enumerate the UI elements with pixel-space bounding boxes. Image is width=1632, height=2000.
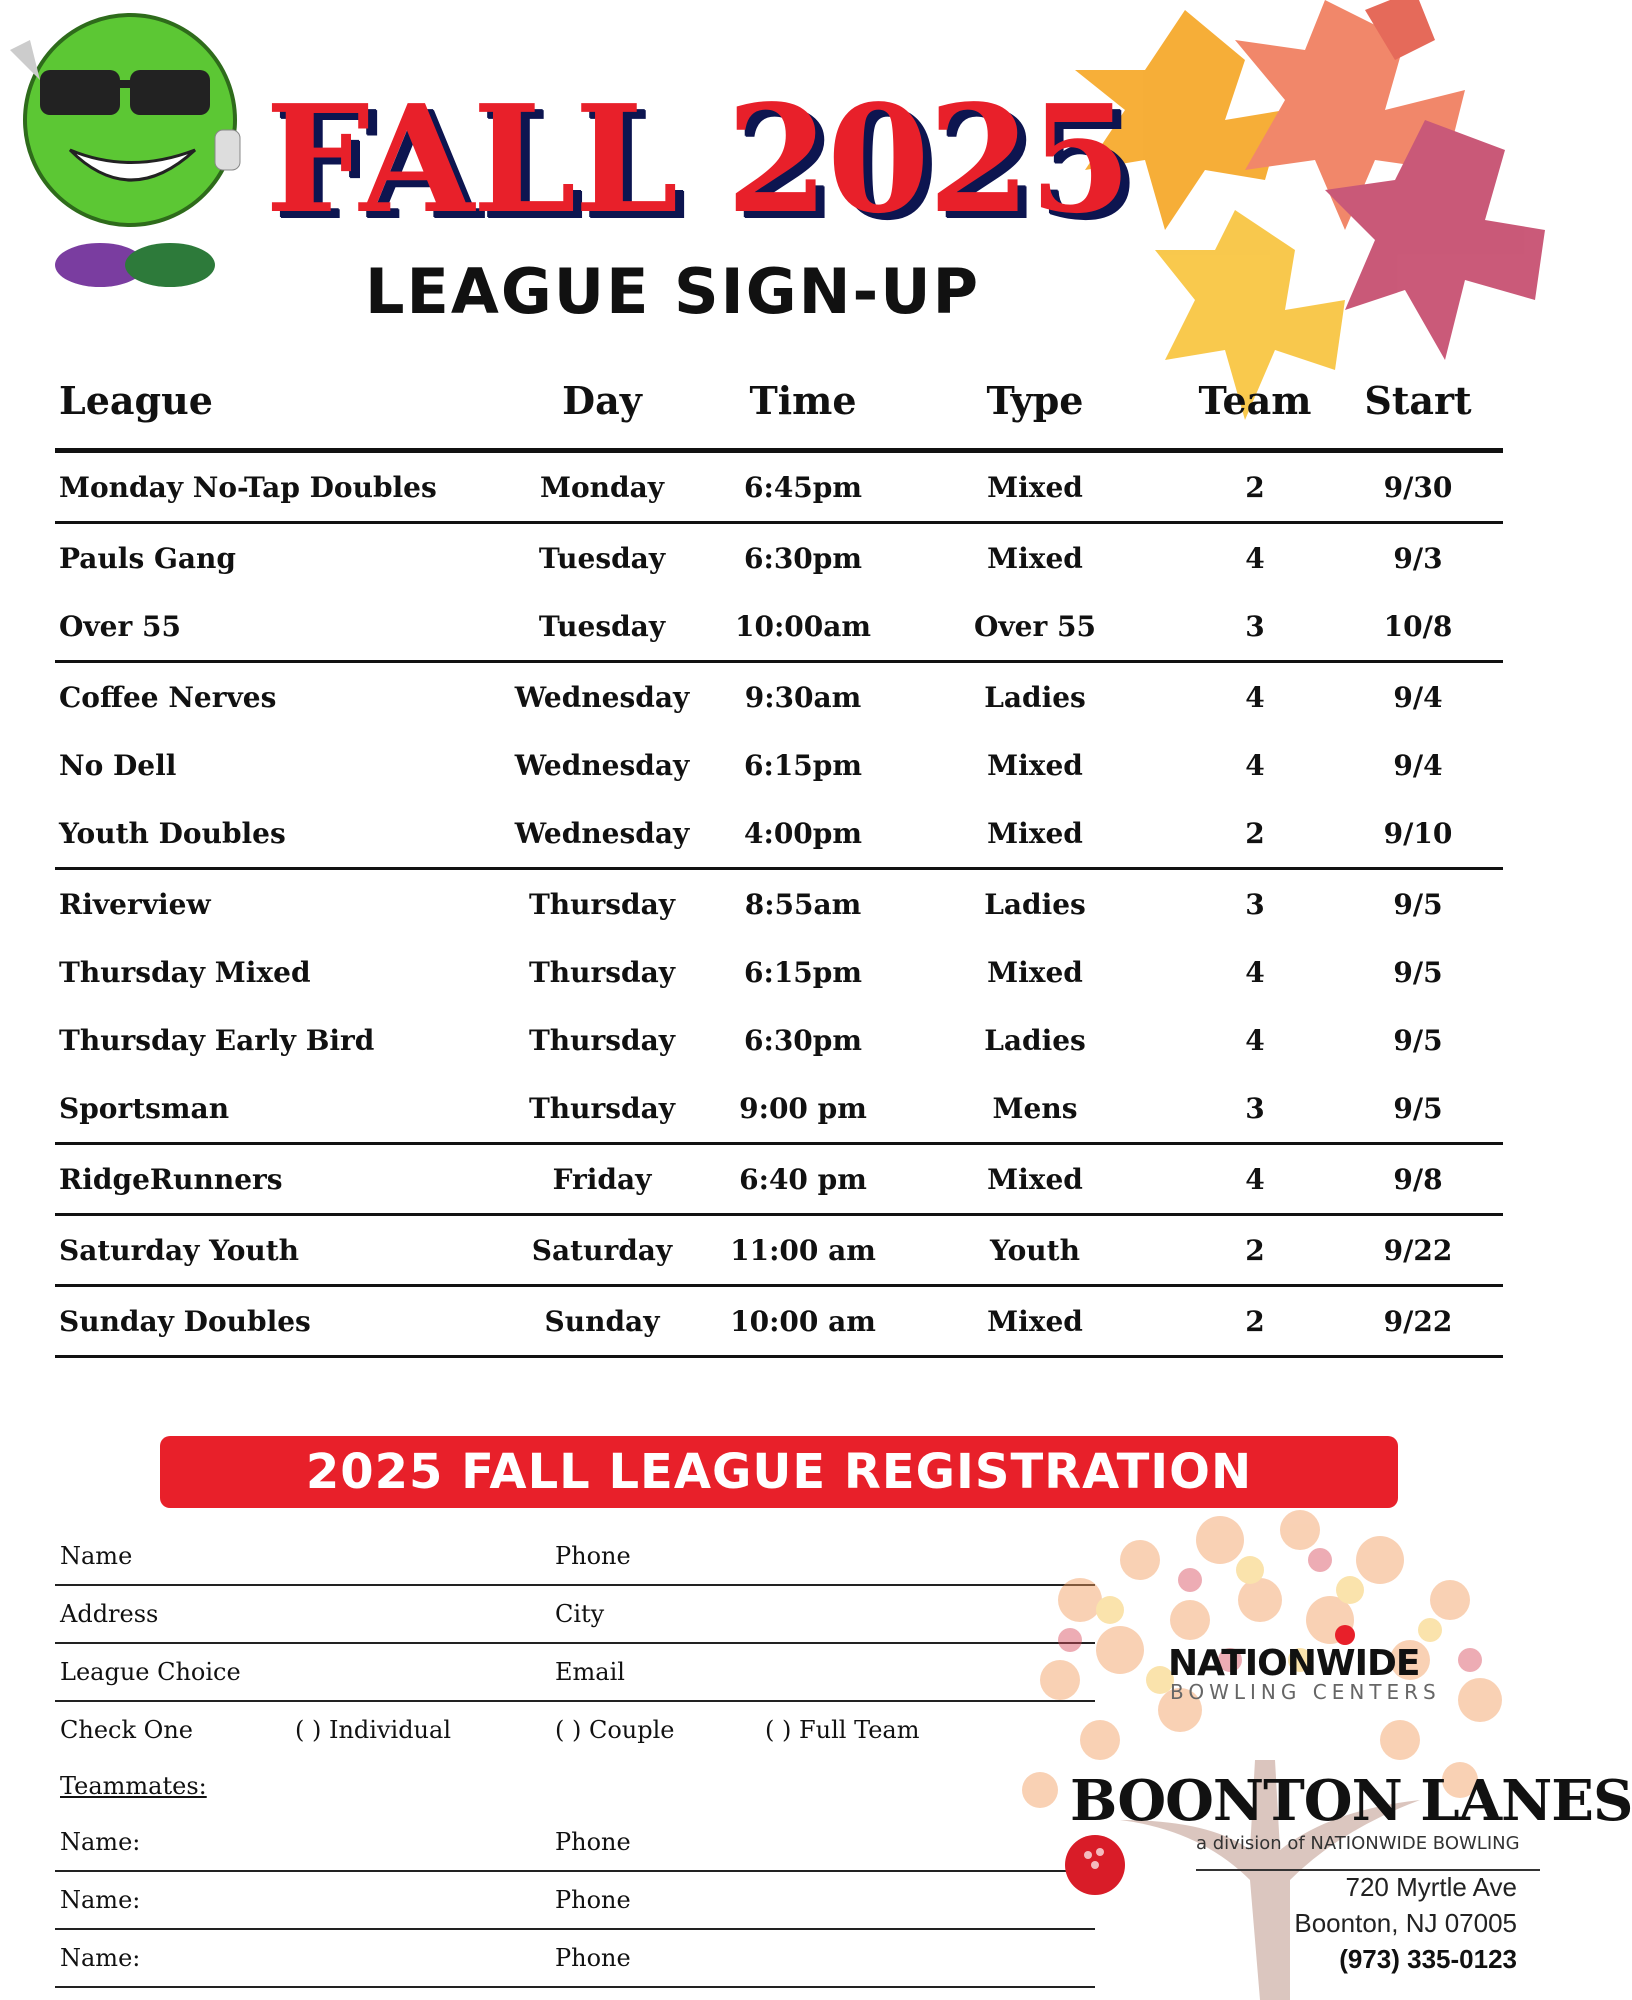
cell-day-text: Friday xyxy=(552,1163,652,1196)
table-row xyxy=(55,524,1503,592)
cell-day-text: Tuesday xyxy=(538,610,666,643)
cell-type-text: Ladies xyxy=(984,1024,1086,1057)
cell-day-text: Saturday xyxy=(531,1234,673,1267)
cell-day-text: Wednesday xyxy=(514,749,690,782)
boonton-lanes-logo: BOONTON LANES xyxy=(1070,1768,1632,1834)
cell-start-text: 9/22 xyxy=(1383,1234,1453,1267)
cell-day-text: Monday xyxy=(539,471,665,504)
table-row xyxy=(55,799,1503,870)
column-header-day: Day xyxy=(562,378,642,423)
cell-time-text: 11:00 am xyxy=(730,1234,876,1267)
cell-time-text: 6:15pm xyxy=(744,956,862,989)
cell-time-text: 6:45pm xyxy=(744,471,862,504)
cell-type-text: Mixed xyxy=(987,471,1083,504)
cell-team-text: 3 xyxy=(1245,888,1265,921)
teammate-row xyxy=(55,1872,1095,1930)
cell-time-text: 10:00 am xyxy=(730,1305,876,1338)
table-row xyxy=(55,1006,1503,1074)
check-one-label: Check One xyxy=(60,1716,193,1744)
column-header-type: Type xyxy=(986,378,1084,423)
table-header xyxy=(55,370,1503,453)
table-row xyxy=(55,1216,1503,1287)
cell-team-text: 4 xyxy=(1245,749,1265,782)
address-line-2: Boonton, NJ 07005 xyxy=(1294,1908,1517,1938)
table-row xyxy=(55,938,1503,1006)
column-header-time: Time xyxy=(749,378,857,423)
column-header-start: Start xyxy=(1364,378,1472,423)
cell-league: No Dell xyxy=(59,749,177,782)
cell-league: Sportsman xyxy=(59,1092,230,1125)
table-row xyxy=(55,731,1503,799)
cell-team-text: 2 xyxy=(1245,471,1265,504)
cell-time-text: 6:30pm xyxy=(744,1024,862,1057)
column-header-league: League xyxy=(59,378,213,423)
cell-time-text: 4:00pm xyxy=(744,817,862,850)
bowling-ball-icon xyxy=(1335,1625,1355,1645)
cell-type-text: Ladies xyxy=(984,681,1086,714)
cell-start-text: 9/8 xyxy=(1393,1163,1443,1196)
cell-type-text: Over 55 xyxy=(974,610,1096,643)
table-row xyxy=(55,592,1503,663)
cell-day-text: Sunday xyxy=(544,1305,660,1338)
cell-day-text: Thursday xyxy=(528,888,676,921)
cell-start-text: 9/4 xyxy=(1393,749,1443,782)
cell-day-text: Thursday xyxy=(528,956,676,989)
table-row xyxy=(55,1145,1503,1216)
address-field-label: Address xyxy=(60,1600,159,1628)
cell-league: Sunday Doubles xyxy=(59,1305,311,1338)
page-subtitle: LEAGUE SIGN-UP xyxy=(365,255,981,328)
boonton-lanes-subtitle: a division of NATIONWIDE BOWLING xyxy=(1196,1833,1520,1854)
teammate-row xyxy=(55,1930,1095,1988)
cell-time-text: 10:00am xyxy=(734,610,872,643)
cell-team-text: 4 xyxy=(1245,1163,1265,1196)
cell-type-text: Mens xyxy=(992,1092,1078,1125)
nationwide-logo-subtitle: BOWLING CENTERS xyxy=(1170,1680,1441,1704)
form-row-teammates xyxy=(55,1758,1095,1814)
full-team-checkbox[interactable]: ( ) Full Team xyxy=(765,1716,920,1744)
cell-league: RidgeRunners xyxy=(59,1163,283,1196)
table-row xyxy=(55,870,1503,938)
table-row xyxy=(55,453,1503,524)
form-row-name xyxy=(55,1528,1095,1586)
cell-day-text: Tuesday xyxy=(538,542,666,575)
cell-league: Pauls Gang xyxy=(59,542,236,575)
cell-league: Saturday Youth xyxy=(59,1234,300,1267)
cell-type-text: Mixed xyxy=(987,542,1083,575)
cell-team-text: 4 xyxy=(1245,681,1265,714)
cell-start-text: 9/5 xyxy=(1393,956,1443,989)
registration-banner: 2025 FALL LEAGUE REGISTRATION xyxy=(160,1436,1398,1508)
cell-start-text: 9/5 xyxy=(1393,1092,1443,1125)
bowling-ball-mascot xyxy=(0,0,260,310)
cell-league: Coffee Nerves xyxy=(59,681,277,714)
cell-start-text: 9/10 xyxy=(1383,817,1453,850)
cell-day-text: Thursday xyxy=(528,1092,676,1125)
cell-start-text: 9/4 xyxy=(1393,681,1443,714)
cell-time-text: 9:00 pm xyxy=(739,1092,867,1125)
cell-start-text: 10/8 xyxy=(1383,610,1453,643)
teammate-name-label: Name: xyxy=(60,1828,141,1856)
cell-time-text: 6:40 pm xyxy=(739,1163,867,1196)
cell-time-text: 6:30pm xyxy=(744,542,862,575)
phone-field-label: Phone xyxy=(555,1542,631,1570)
teammate-phone-label: Phone xyxy=(555,1886,631,1914)
cell-time-text: 6:15pm xyxy=(744,749,862,782)
cell-league: Monday No-Tap Doubles xyxy=(59,471,437,504)
cell-type-text: Mixed xyxy=(987,749,1083,782)
cell-start-text: 9/5 xyxy=(1393,888,1443,921)
teammate-row xyxy=(55,1814,1095,1872)
form-row-check xyxy=(55,1702,1095,1758)
teammates-label: Teammates: xyxy=(60,1772,207,1800)
league-choice-field-label: League Choice xyxy=(60,1658,241,1686)
cell-day-text: Wednesday xyxy=(514,681,690,714)
cell-team-text: 4 xyxy=(1245,542,1265,575)
cell-start-text: 9/3 xyxy=(1393,542,1443,575)
form-row-league xyxy=(55,1644,1095,1702)
league-table xyxy=(55,370,1503,1358)
phone-number: (973) 335-0123 xyxy=(1339,1944,1517,1974)
cell-team-text: 3 xyxy=(1245,1092,1265,1125)
cell-team-text: 4 xyxy=(1245,956,1265,989)
couple-checkbox[interactable]: ( ) Couple xyxy=(555,1716,675,1744)
cell-day-text: Wednesday xyxy=(514,817,690,850)
teammate-name-label: Name: xyxy=(60,1886,141,1914)
cell-start-text: 9/5 xyxy=(1393,1024,1443,1057)
cell-league: Thursday Early Bird xyxy=(59,1024,375,1057)
cell-type-text: Mixed xyxy=(987,1305,1083,1338)
cell-day-text: Thursday xyxy=(528,1024,676,1057)
cell-team-text: 2 xyxy=(1245,1305,1265,1338)
cell-type-text: Youth xyxy=(990,1234,1080,1267)
email-field-label: Email xyxy=(555,1658,625,1686)
cell-type-text: Mixed xyxy=(987,817,1083,850)
name-field-label: Name xyxy=(60,1542,133,1570)
page-title: FALL 2025 xyxy=(265,72,1130,246)
cell-league: Over 55 xyxy=(59,610,181,643)
cell-team-text: 4 xyxy=(1245,1024,1265,1057)
cell-start-text: 9/30 xyxy=(1383,471,1453,504)
cell-league: Riverview xyxy=(59,888,211,921)
cell-start-text: 9/22 xyxy=(1383,1305,1453,1338)
column-header-team: Team xyxy=(1198,378,1312,423)
cell-league: Thursday Mixed xyxy=(59,956,311,989)
cell-type-text: Mixed xyxy=(987,956,1083,989)
cell-team-text: 3 xyxy=(1245,610,1265,643)
registration-form xyxy=(55,1528,1095,1988)
city-field-label: City xyxy=(555,1600,605,1628)
cell-league: Youth Doubles xyxy=(59,817,286,850)
teammate-phone-label: Phone xyxy=(555,1944,631,1972)
table-row xyxy=(55,1287,1503,1358)
table-row xyxy=(55,663,1503,731)
cell-type-text: Mixed xyxy=(987,1163,1083,1196)
teammate-name-label: Name: xyxy=(60,1944,141,1972)
cell-time-text: 9:30am xyxy=(744,681,862,714)
cell-team-text: 2 xyxy=(1245,1234,1265,1267)
cell-type-text: Ladies xyxy=(984,888,1086,921)
form-row-address xyxy=(55,1586,1095,1644)
cell-time-text: 8:55am xyxy=(744,888,862,921)
table-row xyxy=(55,1074,1503,1145)
teammate-phone-label: Phone xyxy=(555,1828,631,1856)
nationwide-logo: NATIONWIDE xyxy=(1168,1643,1420,1684)
address-line-1: 720 Myrtle Ave xyxy=(1345,1872,1517,1902)
individual-checkbox[interactable]: ( ) Individual xyxy=(295,1716,451,1744)
cell-team-text: 2 xyxy=(1245,817,1265,850)
